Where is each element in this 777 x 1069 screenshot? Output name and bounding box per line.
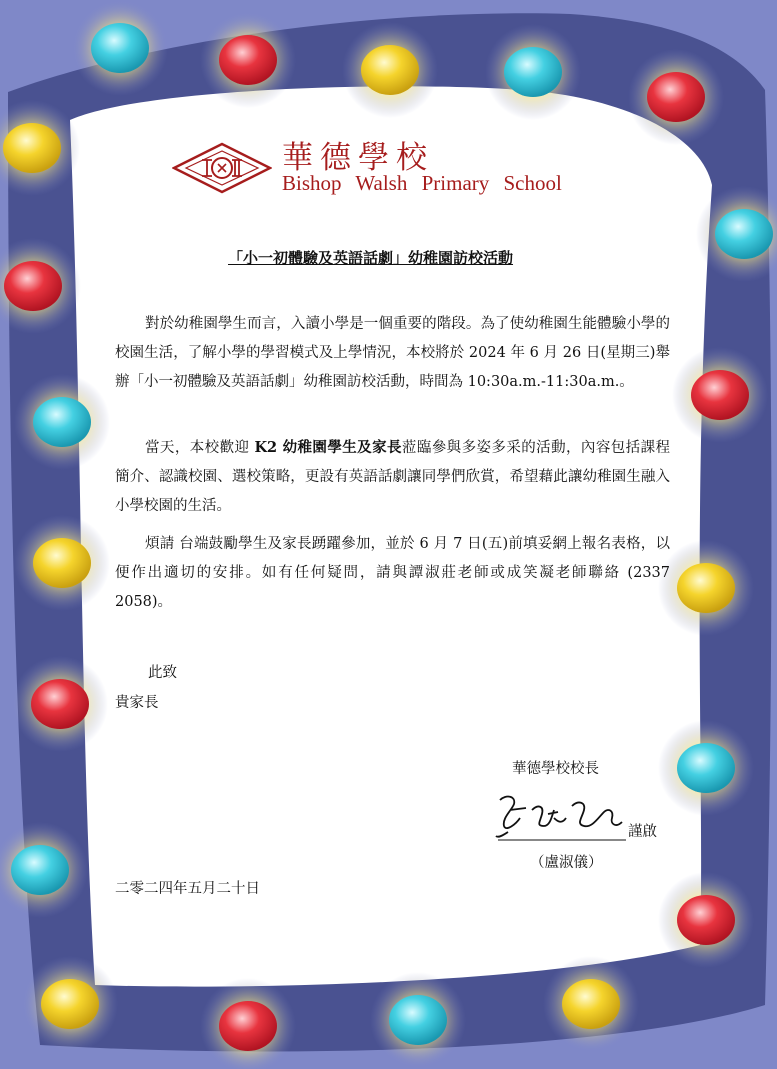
paragraph-intro: 對於幼稚園學生而言，入讀小學是一個重要的階段。為了使幼稚園生能體驗小學的校園生活，了解小學的學習模式及上學情況，本校將於 2024 年 6 月 26 日(星期三)舉辦「小一初體驗及英語話劇」幼稚園訪校活動，時間為 10:30a.m.-11:30a.m.。 (115, 316, 670, 390)
signatory-title: 華德學校校長 (512, 761, 599, 777)
light-bulb-icon (14, 515, 110, 611)
recipient-line: 貴家長 (115, 695, 159, 711)
paragraph-activity-end: 蒞臨參與多姿多采的活動，內容包括課程簡介、認識校園、選校策略，更設有英語話劇讓同學們欣賞，希望藉此讓幼稚園生融入小學校園的生活。 (115, 440, 670, 514)
letter-title: 「小一初體驗及英語話劇」幼稚園訪校活動 (228, 249, 514, 267)
light-bulb-icon (658, 872, 754, 968)
signatory-name: （盧淑儀） (530, 855, 603, 871)
light-bulb-icon (22, 956, 118, 1052)
paragraph-activity (115, 433, 670, 521)
school-crest-icon (172, 142, 272, 194)
closing-line: 此致 (148, 665, 177, 681)
light-bulb-icon (200, 12, 296, 108)
light-bulb-icon (12, 656, 108, 752)
paragraph-activity-highlight: K2 幼稚園學生及家長 (254, 439, 402, 456)
light-bulb-icon (72, 0, 168, 96)
light-bulb-icon (342, 22, 438, 118)
light-bulb-icon (543, 956, 639, 1052)
paragraph-registration: 煩請 台端鼓勵學生及家長踴躍參加，並於 6 月 7 日(五)前填妥網上報名表格，以便作出適切的安排。如有任何疑問，請與譚淑莊老師或成笑凝老師聯絡 (2337 2058)。 (115, 536, 670, 610)
respect-line: 謹啟 (628, 824, 657, 840)
light-bulb-icon (485, 24, 581, 120)
light-bulb-icon (14, 374, 110, 470)
signature-icon (492, 788, 632, 843)
letter-date: 二零二四年五月二十日 (115, 881, 260, 897)
paragraph-activity-start: 當天，本校歡迎 (145, 440, 255, 456)
school-name-chinese: 華德學校 (282, 140, 434, 176)
light-bulb-icon (672, 347, 768, 443)
light-bulb-icon (370, 972, 466, 1068)
light-bulb-icon (628, 49, 724, 145)
light-bulb-icon (658, 540, 754, 636)
school-name-english: Bishop Walsh Primary School (282, 171, 562, 195)
light-bulb-icon (658, 720, 754, 816)
